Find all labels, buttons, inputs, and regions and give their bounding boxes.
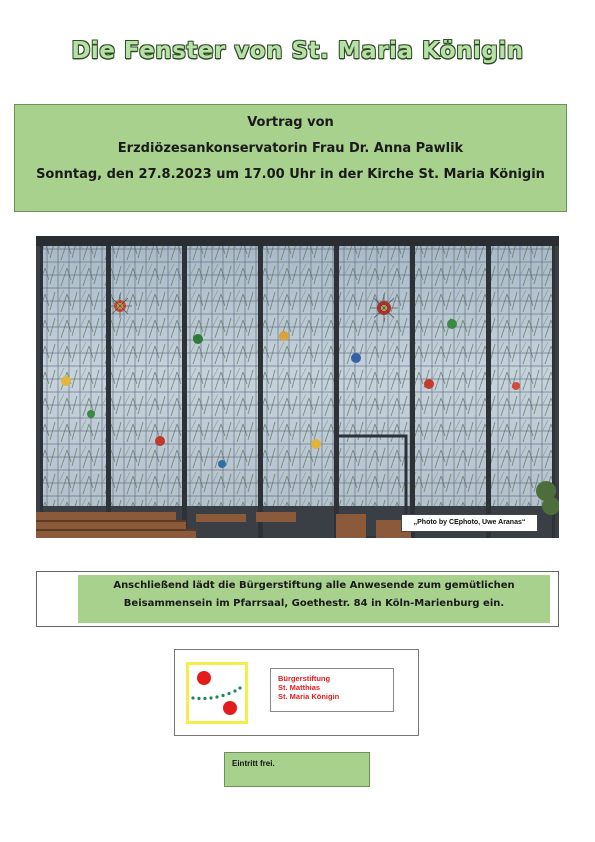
foundation-name-line3: St. Maria Königin — [278, 692, 340, 701]
announcement-line-speaker: Erzdiözesankonservatorin Frau Dr. Anna Pawlik — [117, 141, 464, 156]
info-box — [36, 571, 559, 627]
logo-dots-icon — [189, 665, 245, 721]
announcement-box — [14, 104, 567, 212]
foundation-logo-box — [174, 649, 419, 736]
announcement-line-speaker-intro: Vortrag von — [247, 115, 334, 130]
foundation-logo-icon — [186, 662, 248, 724]
page-title: Die Fenster von St. Maria Königin — [71, 38, 524, 64]
foundation-name-line1: Bürgerstiftung — [278, 674, 331, 683]
stained-glass-illustration — [36, 236, 559, 538]
announcement-line-date: Sonntag, den 27.8.2023 um 17.00 Uhr in der Kirche St. Maria Königin — [36, 167, 545, 182]
foundation-name — [270, 668, 394, 712]
church-window-photo — [36, 236, 559, 538]
admission-text: Eintritt frei. — [232, 759, 275, 768]
photo-credit: „Photo by CEphoto, Uwe Aranas“ — [401, 514, 538, 532]
foundation-name-line2: St. Matthias — [278, 683, 321, 692]
admission-box — [224, 752, 370, 787]
info-text: Anschließend lädt die Bürgerstiftung alle Anwesende zum gemütlichen Beisammensein im Pfarrsaal, Goethestr. 84 in Köln-Marienburg ein. — [78, 575, 550, 623]
